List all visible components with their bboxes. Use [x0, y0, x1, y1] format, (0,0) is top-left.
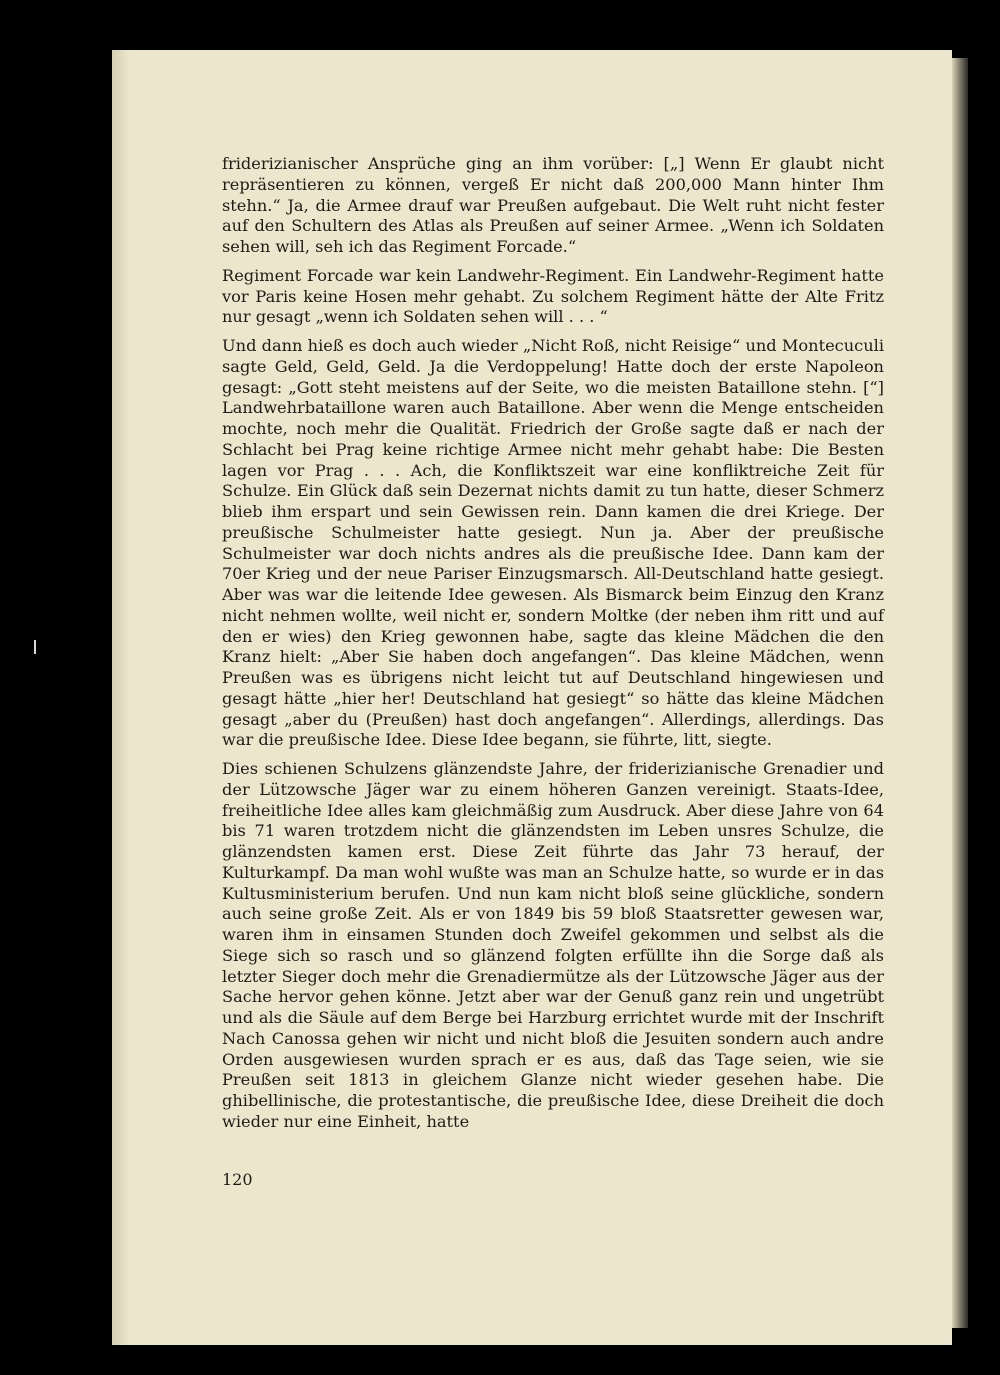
- page-gutter-shadow: [112, 50, 130, 1345]
- margin-mark: [34, 640, 36, 654]
- paragraph-2: Regiment Forcade war kein Landwehr-Regiment. Ein Landwehr-Regiment hatte vor Paris keine Hosen mehr gehabt. Zu solchem Regiment hätte der Alte Fritz nur gesagt „wenn ich Soldaten sehen will . . . “: [222, 265, 884, 327]
- paragraph-3: Und dann hieß es doch auch wieder „Nicht Roß, nicht Reisige“ und Montecuculi sagte Geld, Geld, Geld. Ja die Verdoppelung! Hatte doch der erste Napoleon gesagt: „Gott steht meistens auf der Seite, wo die meisten Bataillone stehn. [“] Landwehrbataillone waren auch Bataillone. Aber wenn die Menge entscheiden mochte, noch mehr die Qualität. Friedrich der Große sagte daß er nach der Schlacht bei Prag keine richtige Armee nicht mehr gehabt habe: Die Besten lagen vor Prag . . . Ach, die Konfliktszeit war eine konfliktreiche Zeit für Schulze. Ein Glück daß sein Dezernat nichts damit zu tun hatte, dieser Schmerz blieb ihm erspart und sein Gewissen rein. Dann kamen die drei Kriege. Der preußische Schulmeister hatte gesiegt. Nun ja. Aber der preußische Schulmeister war doch nichts andres als die preußische Idee. Dann kam der 70er Krieg und der neue Pariser Einzugsmarsch. All-Deutschland hatte gesiegt. Aber was war die leitende Idee gewesen. Als Bismarck beim Einzug den Kranz nicht nehmen wollte, weil nicht er, sondern Moltke (der neben ihm ritt und auf den er wies) den Krieg gewonnen habe, sagte das kleine Mädchen die den Kranz hielt: „Aber Sie haben doch angefangen“. Das kleine Mädchen, wenn Preußen was es übrigens nicht leicht tut auf Deutschland hingewiesen und gesagt hätte „hier her! Deutschland hat gesiegt“ so hätte das kleine Mädchen gesagt „aber du (Preußen) hast doch angefangen“. Allerdings, allerdings. Das war die preußische Idee. Diese Idee begann, sie führte, litt, siegte.: [222, 336, 884, 750]
- page-edge: [952, 58, 968, 1328]
- paragraph-1: friderizianischer Ansprüche ging an ihm vorüber: [„] Wenn Er glaubt nicht repräsentieren zu können, vergeß Er nicht daß 200,000 Mann hinter Ihm stehn.“ Ja, die Armee drauf war Preußen aufgebaut. Die Welt ruht nicht fester auf den Schultern des Atlas als Preußen auf seiner Armee. „Wenn ich Soldaten sehen will, seh ich das Regiment Forcade.“: [222, 154, 884, 256]
- page-number: 120: [222, 1170, 253, 1189]
- paragraph-4: Dies schienen Schulzens glänzendste Jahre, der friderizianische Grenadier und der Lützowsche Jäger war zu einem höheren Ganzen vereinigt. Staats-Idee, freiheitliche Idee alles kam gleichmäßig zum Ausdruck. Aber diese Jahre von 64 bis 71 waren trotzdem nicht die glänzendsten im Leben unsres Schulze, die glänzendsten kamen erst. Diese Zeit führte das Jahr 73 herauf, der Kulturkampf. Da man wohl wußte was man an Schulze hatte, so wurde er in das Kultusministerium berufen. Und nun kam nicht bloß seine glückliche, sondern auch seine große Zeit. Als er von 1849 bis 59 bloß Staatsretter gewesen war, waren ihm in einsamen Stunden doch Zweifel gekommen und selbst als die Siege sich so rasch und so glänzend folgten erfüllte ihn die Sorge daß als letzter Sieger doch mehr die Grenadiermütze als der Lützowsche Jäger aus der Sache hervor gehen könne. Jetzt aber war der Genuß ganz rein und ungetrübt und als die Säule auf dem Berge bei Harzburg errichtet wurde mit der Inschrift Nach Canossa gehen wir nicht und nicht bloß die Jesuiten sondern auch andre Orden ausgewiesen wurden sprach er es aus, daß das Tage seien, wie sie Preußen seit 1813 in gleichem Glanze nicht wieder gesehen habe. Die ghibellinische, die protestantische, die preußische Idee, diese Dreiheit die doch wieder nur eine Einheit, hatte: [222, 759, 884, 1131]
- body-text: [222, 154, 884, 1141]
